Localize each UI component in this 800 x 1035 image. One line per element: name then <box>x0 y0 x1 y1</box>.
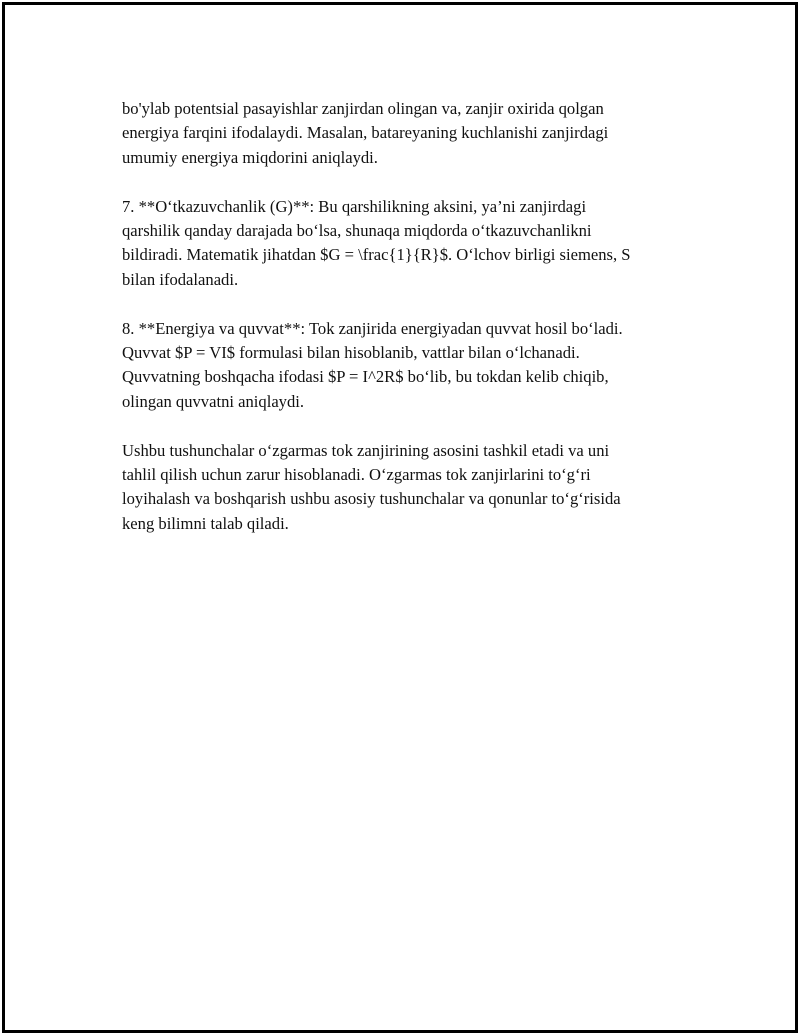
text-line: keng bilimni talab qiladi. <box>122 513 289 533</box>
paragraph-voltage-continuation <box>122 97 702 170</box>
paragraph-conclusion <box>122 439 702 537</box>
document-body <box>122 97 702 561</box>
text-line: qarshilik qanday darajada bo‘lsa, shunaqa miqdorda o‘tkazuvchanlikni <box>122 221 592 241</box>
text-line: umumiy energiya miqdorini aniqlaydi. <box>122 147 378 167</box>
text-line: 7. **O‘tkazuvchanlik (G)**: Bu qarshilikning aksini, ya’ni zanjirdagi <box>122 196 587 216</box>
paragraph-conductance <box>122 195 702 293</box>
paragraph-energy-power <box>122 317 702 415</box>
text-line: 8. **Energiya va quvvat**: Tok zanjirida energiyadan quvvat hosil bo‘ladi. <box>122 318 623 338</box>
text-line: loyihalash va boshqarish ushbu asosiy tushunchalar va qonunlar to‘g‘risida <box>122 489 621 509</box>
text-line: bilan ifodalanadi. <box>122 269 239 289</box>
text-line: bo'ylab potentsial pasayishlar zanjirdan olingan va, zanjir oxirida qolgan <box>122 99 604 118</box>
page-frame <box>2 2 798 1033</box>
text-line: energiya farqini ifodalaydi. Masalan, batareyaning kuchlanishi zanjirdagi <box>122 123 609 143</box>
text-line: olingan quvvatni aniqlaydi. <box>122 391 305 411</box>
text-line: bildiradi. Matematik jihatdan $G = \frac{1}{R}$. O‘lchov birligi siemens, S <box>122 245 631 265</box>
text-line: Ushbu tushunchalar o‘zgarmas tok zanjirining asosini tashkil etadi va uni <box>122 440 610 460</box>
text-line: Quvvatning boshqacha ifodasi $P = I^2R$ bo‘lib, bu tokdan kelib chiqib, <box>122 367 609 387</box>
text-line: tahlil qilish uchun zarur hisoblanadi. O‘zgarmas tok zanjirlarini to‘g‘ri <box>122 465 591 485</box>
text-line: Quvvat $P = VI$ formulasi bilan hisoblanib, vattlar bilan o‘lchanadi. <box>122 343 580 363</box>
